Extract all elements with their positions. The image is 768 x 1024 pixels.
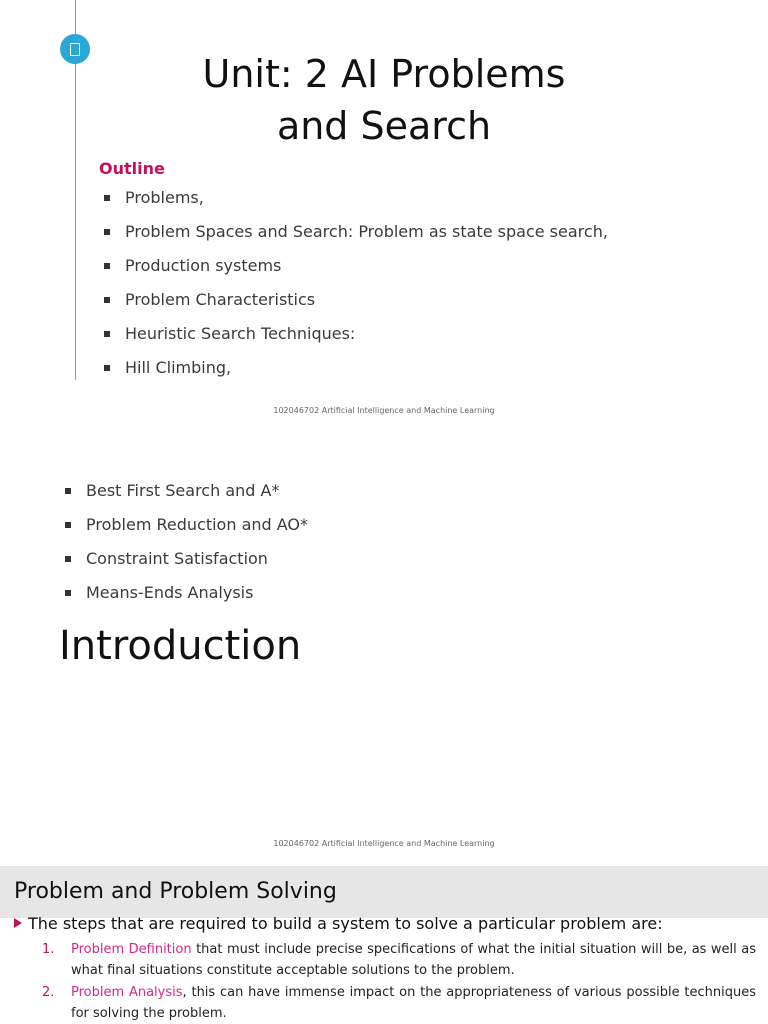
list-item-text: Means-Ends Analysis [86,583,254,602]
numbered-step [42,939,756,981]
slide-title-line2: and Search [276,104,492,148]
step-text: , this can have immense impact on the appropriateness of various possible techniques for solving the problem. [71,985,757,1021]
outline-list [104,188,608,392]
bullet-square-icon [104,365,110,371]
document-icon-glyph [70,43,80,56]
introduction-heading: Introduction [59,623,302,669]
list-item [104,358,608,378]
step-text: that must include precise specifications of what the initial situation will be, as well as what final situations constitute acceptable solutions to the problem. [71,942,757,978]
bullet-square-icon [104,263,110,269]
list-item [104,188,608,208]
outline-label: Outline [99,159,165,178]
step-key-term: Problem Analysis [71,985,183,1000]
list-item-text: Heuristic Search Techniques: [125,324,356,343]
steps-intro-text: The steps that are required to build a system to solve a particular problem are: [28,914,663,933]
step-number: 2. [42,985,55,1000]
list-item [104,256,608,276]
bullet-square-icon [65,590,71,596]
bullet-square-icon [65,488,71,494]
bullet-square-icon [65,522,71,528]
list-item [65,515,308,535]
document-icon [60,34,90,64]
step-body [71,982,756,1024]
list-item [104,324,608,344]
bullet-square-icon [65,556,71,562]
outline-list-continued [65,481,308,617]
slide-footer: 102046702 Artificial Intelligence and Machine Learning [273,839,495,848]
list-item [65,549,308,569]
step-key-term: Problem Definition [71,942,192,957]
slide-title [150,48,618,152]
list-item [104,222,608,242]
list-item-text: Problem Spaces and Search: Problem as state space search, [125,222,608,241]
numbered-step [42,982,756,1024]
step-number: 1. [42,942,55,957]
slide-title-line1: Unit: 2 AI Problems [202,52,566,96]
list-item [65,481,308,501]
bullet-square-icon [104,229,110,235]
list-item-text: Problem Characteristics [125,290,316,309]
list-item-text: Constraint Satisfaction [86,549,268,568]
list-item [65,583,308,603]
list-item-text: Hill Climbing, [125,358,232,377]
section-heading: Problem and Problem Solving [14,879,337,904]
list-item [104,290,608,310]
list-item-text: Problem Reduction and AO* [86,515,309,534]
list-item-text: Problems, [125,188,204,207]
bullet-square-icon [104,195,110,201]
slide-footer: 102046702 Artificial Intelligence and Machine Learning [273,406,495,415]
steps-intro [14,913,663,935]
list-item-text: Production systems [125,256,282,275]
bullet-square-icon [104,331,110,337]
step-body [71,939,756,981]
triangle-bullet-icon [14,918,22,928]
bullet-square-icon [104,297,110,303]
list-item-text: Best First Search and A* [86,481,280,500]
